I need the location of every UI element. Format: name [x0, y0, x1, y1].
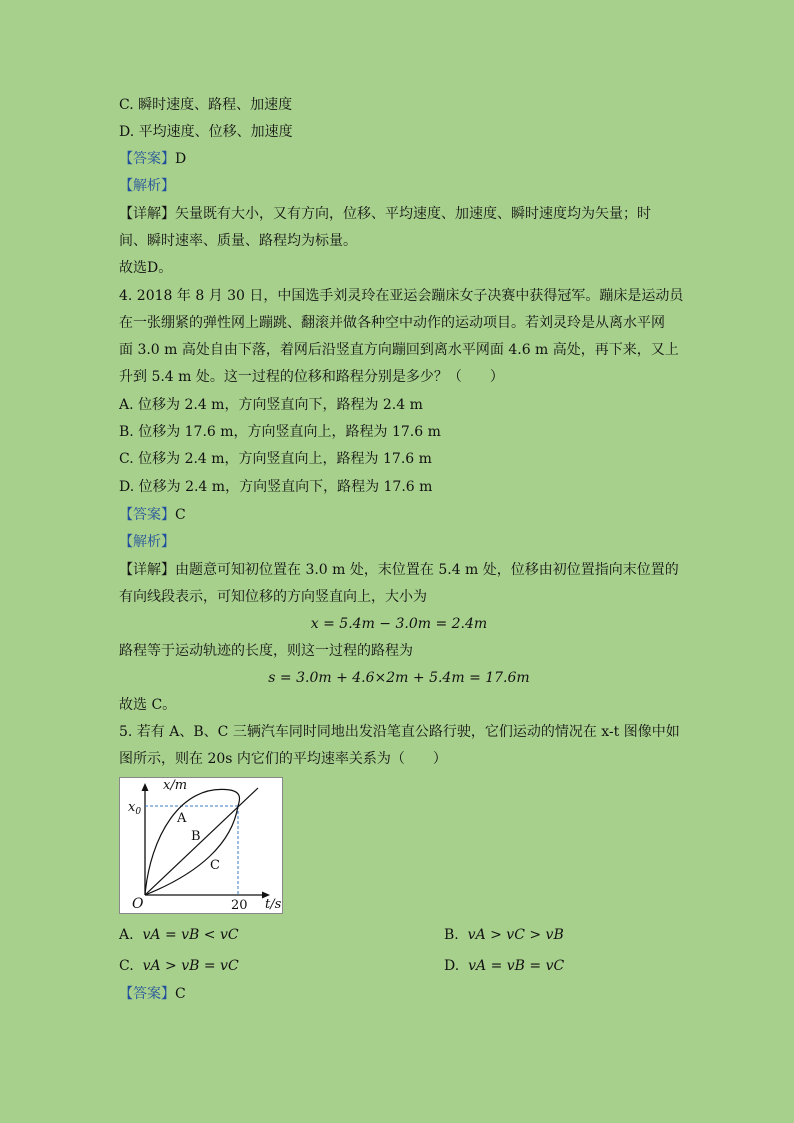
line-b [145, 788, 258, 895]
curve-c-label: C [210, 858, 220, 873]
analysis-q3 [119, 177, 679, 195]
option-d-q4: D. 位移为 2.4 m，方向竖直向下，路程为 17.6 m [119, 479, 433, 495]
option-c-q3: C. 瞬时速度、路程、加速度 [119, 97, 293, 113]
option-b-label: B. [444, 927, 459, 943]
answer-tag: 【答案】 [119, 986, 175, 1002]
analysis-q4 [119, 533, 679, 551]
option-b-q5 [444, 926, 564, 944]
option-c-q4: C. 位移为 2.4 m，方向竖直向上，路程为 17.6 m [119, 451, 432, 467]
answer-value: C [175, 507, 186, 523]
answer-q5 [119, 985, 679, 1003]
line-b-label: B [191, 829, 201, 844]
formula-displacement: x = 5.4m − 3.0m = 2.4m [310, 616, 488, 632]
option-d-expr: vA = vB = vC [468, 958, 565, 974]
detail-q4-line3: 路程等于运动轨迹的长度，则这一过程的路程为 [119, 643, 413, 659]
answer-tag: 【答案】 [119, 151, 175, 167]
option-b-expr: vA > vC > vB [467, 927, 564, 943]
analysis-tag: 【解析】 [119, 178, 175, 194]
x-axis-label: x/m [163, 778, 188, 793]
question-5-line2: 图所示，则在 20s 内它们的平均速率关系为（ ） [119, 751, 447, 767]
answer-q3 [119, 150, 679, 168]
option-a-label: A. [119, 927, 134, 943]
detail-tag: 【详解】 [119, 206, 175, 222]
question-4-line3: 面 3.0 m 高处自由下落，着网后沿竖直方向蹦回到离水平网面 4.6 m 高处，再下来，又上 [119, 342, 679, 358]
detail-q4-line1 [119, 561, 679, 579]
option-c-label: C. [119, 958, 134, 974]
xt-graph [119, 777, 283, 914]
option-d-q5 [444, 957, 564, 975]
option-c-q5 [119, 957, 239, 975]
question-5-line1: 5. 若有 A、B、C 三辆汽车同时同地出发沿笔直公路行驶，它们运动的情况在 x-t 图像中如 [119, 724, 680, 740]
option-a-q4: A. 位移为 2.4 m，方向竖直向下，路程为 2.4 m [119, 397, 423, 413]
option-b-q4: B. 位移为 17.6 m，方向竖直向上，路程为 17.6 m [119, 424, 441, 440]
option-d-label: D. [444, 958, 460, 974]
answer-q4 [119, 506, 679, 524]
detail-text: 矢量既有大小，又有方向，位移、平均速度、加速度、瞬时速度均为矢量；时 [175, 206, 651, 222]
curve-a-label: A [177, 811, 187, 826]
detail-tag: 【详解】 [119, 562, 175, 578]
conclusion-q4: 故选 C。 [119, 697, 177, 713]
conclusion-q3: 故选D。 [119, 260, 173, 276]
option-a-q5 [119, 926, 239, 944]
origin-label: O [132, 896, 144, 912]
formula-distance: s = 3.0m + 4.6×2m + 5.4m = 17.6m [268, 670, 530, 686]
answer-value: D [175, 151, 187, 167]
option-c-expr: vA > vB = vC [142, 958, 239, 974]
answer-value: C [175, 986, 186, 1002]
analysis-tag: 【解析】 [119, 534, 175, 550]
detail-q4-line2: 有向线段表示，可知位移的方向竖直向上，大小为 [119, 589, 427, 605]
t-axis-label: t/s [265, 897, 282, 912]
detail-q3-line1 [119, 205, 679, 223]
question-4-line4: 升到 5.4 m 处。这一过程的位移和路程分别是多少？（ ） [119, 369, 504, 385]
detail-q3-line2: 间、瞬时速率、质量、路程均为标量。 [119, 233, 357, 249]
question-4-line2: 在一张绷紧的弹性网上蹦跳、翻滚并做各种空中动作的运动项目。若刘灵玲是从离水平网 [119, 315, 665, 331]
xt-graph-svg [120, 778, 282, 913]
option-a-expr: vA = vB < vC [142, 927, 239, 943]
answer-tag: 【答案】 [119, 507, 175, 523]
x-axis-arrow [142, 783, 149, 791]
question-4-line1: 4. 2018 年 8 月 30 日，中国选手刘灵玲在亚运会蹦床女子决赛中获得冠军。蹦床是运动员 [119, 288, 684, 304]
option-d-q3: D. 平均速度、位移、加速度 [119, 124, 293, 140]
t20-label: 20 [231, 898, 248, 913]
x0-label: $x_0$ [128, 800, 142, 817]
detail-text: 由题意可知初位置在 3.0 m 处，末位置在 5.4 m 处，位移由初位置指向末位置的 [175, 562, 679, 578]
